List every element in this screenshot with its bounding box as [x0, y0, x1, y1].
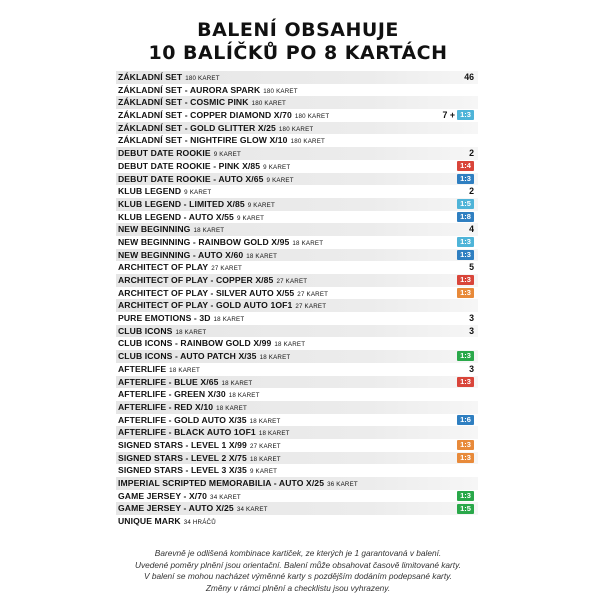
row-value [469, 223, 474, 236]
table-row [116, 299, 478, 312]
card-count: 18 KARET [228, 392, 260, 400]
table-row [116, 325, 478, 338]
row-value [464, 71, 474, 84]
table-row [116, 71, 478, 84]
row-value [443, 109, 474, 122]
row-value [457, 249, 474, 262]
table-row [116, 160, 478, 173]
odds-badge: 1:3 [457, 351, 474, 361]
row-value [457, 439, 474, 452]
row-value [469, 363, 474, 376]
set-name: IMPERIAL SCRIPTED MEMORABILIA - AUTO X/25 [118, 478, 325, 488]
card-count: 180 KARET [251, 100, 287, 108]
card-count: 180 KARET [294, 113, 330, 121]
set-name: AFTERLIFE - BLUE X/65 [118, 376, 219, 387]
card-count: 18 KARET [175, 328, 207, 336]
set-name: ZÁKLADNÍ SET - COSMIC PINK [118, 97, 249, 108]
set-name: NEW BEGINNING [118, 224, 191, 235]
table-row [116, 198, 478, 211]
table-row [116, 401, 478, 414]
set-name: ARCHITECT OF PLAY - SILVER AUTO X/55 [118, 287, 295, 298]
table-row [116, 337, 478, 350]
odds-badge: 1:3 [457, 440, 474, 450]
card-count: 27 KARET [295, 303, 327, 311]
row-value [469, 261, 474, 274]
set-name: KLUB LEGEND - AUTO X/55 [118, 211, 234, 222]
table-row [116, 477, 478, 490]
set-name: ZÁKLADNÍ SET - COPPER DIAMOND X/70 [118, 110, 292, 121]
set-name: DEBUT DATE ROOKIE [118, 148, 211, 159]
set-name: ZÁKLADNÍ SET - AURORA SPARK [118, 84, 261, 95]
set-name: SIGNED STARS - LEVEL 2 X/75 [118, 452, 247, 463]
odds-badge: 1:3 [457, 288, 474, 298]
footer-line: V balení se mohou nacházet výměnné karty s pozdějším dodáním podepsané karty. [144, 571, 452, 581]
table-row [116, 388, 478, 401]
row-value [469, 185, 474, 198]
set-name: AFTERLIFE - RED X/10 [118, 401, 214, 412]
set-name: UNIQUE MARK [118, 516, 181, 527]
footer-line: Uvedené poměry plnění jsou orientační. Balení může obsahovat časově limitované karty. [135, 559, 461, 570]
card-count: 27 KARET [276, 278, 308, 285]
pack-quantity: 4 [469, 224, 474, 235]
card-count: 27 KARET [297, 290, 329, 298]
table-row [116, 312, 478, 325]
set-name: NEW BEGINNING - AUTO X/60 [118, 249, 244, 260]
table-row [116, 363, 478, 376]
odds-badge: 1:3 [457, 453, 474, 463]
set-name: NEW BEGINNING - RAINBOW GOLD X/95 [118, 236, 290, 247]
card-count: 27 KARET [249, 442, 281, 450]
table-row [116, 261, 478, 274]
set-name: GAME JERSEY - AUTO X/25 [118, 503, 234, 514]
table-row [116, 223, 478, 236]
pack-quantity: 3 [469, 363, 474, 374]
card-count: 18 KARET [169, 366, 201, 374]
card-count: 180 KARET [185, 75, 220, 82]
card-count: 9 KARET [249, 468, 278, 476]
footer-line: Barevně je odlišená kombinace kartiček, ze kterých je 1 garantovaná v balení. [154, 548, 442, 558]
row-label [118, 515, 216, 530]
pack-quantity: 5 [469, 262, 474, 273]
row-value [469, 325, 474, 338]
card-count: 18 KARET [213, 316, 245, 324]
row-value [457, 490, 474, 503]
set-name: GAME JERSEY - X/70 [118, 490, 208, 501]
card-count: 9 KARET [266, 176, 294, 184]
card-count: 18 KARET [292, 239, 324, 247]
card-count: 27 KARET [211, 265, 243, 273]
page-title-line-2: 10 BALÍČKŮ PO 8 KARTÁCH [148, 42, 448, 64]
set-name: ARCHITECT OF PLAY - COPPER X/85 [118, 275, 274, 285]
table-row [116, 84, 478, 97]
card-count: 34 HRÁČŮ [183, 519, 216, 527]
card-count: 18 KARET [259, 354, 291, 362]
row-value [457, 502, 474, 515]
table-row [116, 490, 478, 503]
pack-quantity: 46 [464, 72, 474, 82]
table-row [116, 274, 478, 287]
set-name: AFTERLIFE [118, 363, 167, 374]
odds-badge: 1:5 [457, 199, 474, 209]
checklist-table [116, 71, 478, 528]
row-value [457, 173, 474, 186]
card-count: 18 KARET [249, 417, 281, 425]
odds-badge: 1:3 [457, 237, 474, 247]
table-row [116, 502, 478, 515]
table-row [116, 109, 478, 122]
set-name: SIGNED STARS - LEVEL 3 X/35 [118, 465, 247, 476]
set-name: AFTERLIFE - BLACK AUTO 1OF1 [118, 427, 256, 438]
footer-line: Změny v rámci plnění a checklistu jsou vyhrazeny. [205, 582, 391, 593]
row-value [457, 414, 474, 427]
table-row [116, 350, 478, 363]
pack-quantity: 3 [469, 325, 474, 336]
row-value [457, 287, 474, 300]
odds-badge: 1:3 [457, 110, 474, 120]
odds-badge: 1:8 [457, 212, 474, 222]
table-row [116, 96, 478, 109]
card-count: 180 KARET [263, 87, 298, 95]
odds-badge: 1:3 [457, 174, 474, 184]
odds-badge: 1:3 [457, 491, 474, 501]
odds-badge: 1:3 [457, 275, 474, 285]
card-count: 18 KARET [246, 252, 278, 260]
row-value [469, 312, 474, 325]
card-count: 18 KARET [249, 455, 281, 463]
set-name: CLUB ICONS - AUTO PATCH X/35 [118, 351, 257, 362]
row-value [457, 376, 474, 389]
card-count: 9 KARET [247, 201, 275, 209]
row-value [457, 236, 474, 249]
card-count: 18 KARET [258, 430, 290, 438]
table-row [116, 452, 478, 465]
row-value [469, 147, 474, 160]
set-name: ARCHITECT OF PLAY [118, 262, 209, 273]
set-name: CLUB ICONS - RAINBOW GOLD X/99 [118, 338, 272, 349]
set-name: CLUB ICONS [118, 325, 173, 336]
card-count: 34 KARET [236, 506, 268, 514]
set-name: AFTERLIFE - GREEN X/30 [118, 389, 226, 400]
table-row [116, 173, 478, 186]
row-value [457, 452, 474, 465]
pack-quantity: 2 [469, 148, 474, 159]
table-row [116, 249, 478, 262]
row-value [457, 350, 474, 363]
card-count: 180 KARET [278, 125, 314, 133]
page-title-line-1: BALENÍ OBSAHUJE [197, 19, 399, 41]
odds-badge: 1:4 [457, 161, 474, 171]
set-name: SIGNED STARS - LEVEL 1 X/99 [118, 439, 247, 450]
odds-badge: 1:6 [457, 415, 474, 425]
set-name: KLUB LEGEND - LIMITED X/85 [118, 198, 245, 209]
table-row [116, 122, 478, 135]
card-count: 18 KARET [221, 379, 253, 387]
set-name: ZÁKLADNÍ SET - GOLD GLITTER X/25 [118, 122, 276, 133]
pack-quantity: 3 [469, 313, 474, 324]
card-count: 9 KARET [213, 151, 241, 159]
row-value [457, 211, 474, 224]
row-value [457, 198, 474, 211]
card-count: 9 KARET [263, 163, 291, 171]
odds-badge: 1:3 [457, 250, 474, 260]
set-name: KLUB LEGEND [118, 186, 182, 197]
table-row [116, 134, 478, 147]
card-count: 9 KARET [184, 189, 212, 197]
card-count: 18 KARET [216, 404, 247, 412]
set-name: DEBUT DATE ROOKIE - PINK X/85 [118, 160, 261, 171]
card-count: 9 KARET [236, 214, 265, 222]
set-name: ZÁKLADNÍ SET - NIGHTFIRE GLOW X/10 [118, 135, 288, 146]
table-row [116, 464, 478, 477]
card-count: 180 KARET [290, 138, 326, 146]
pack-quantity: 7 + [442, 110, 455, 121]
odds-badge: 1:3 [457, 377, 474, 387]
table-row [116, 515, 478, 528]
pack-quantity: 2 [469, 186, 474, 197]
table-row [116, 211, 478, 224]
table-row [116, 287, 478, 300]
set-name: ZÁKLADNÍ SET [118, 72, 183, 82]
card-count: 36 KARET [327, 481, 358, 488]
set-name: PURE EMOTIONS - 3D [118, 313, 211, 324]
table-row [116, 414, 478, 427]
card-count: 18 KARET [193, 227, 225, 235]
table-row [116, 236, 478, 249]
set-name: AFTERLIFE - GOLD AUTO X/35 [118, 414, 247, 425]
row-value [457, 274, 474, 287]
table-row [116, 426, 478, 439]
table-row [116, 185, 478, 198]
row-value [457, 160, 474, 173]
odds-badge: 1:5 [457, 504, 474, 514]
footer-notes [0, 548, 596, 594]
card-count: 18 KARET [274, 341, 306, 349]
table-row [116, 439, 478, 452]
table-row [116, 147, 478, 160]
set-name: DEBUT DATE ROOKIE - AUTO X/65 [118, 173, 264, 184]
set-name: ARCHITECT OF PLAY - GOLD AUTO 1OF1 [118, 300, 293, 311]
table-row [116, 376, 478, 389]
card-count: 34 KARET [210, 493, 241, 501]
